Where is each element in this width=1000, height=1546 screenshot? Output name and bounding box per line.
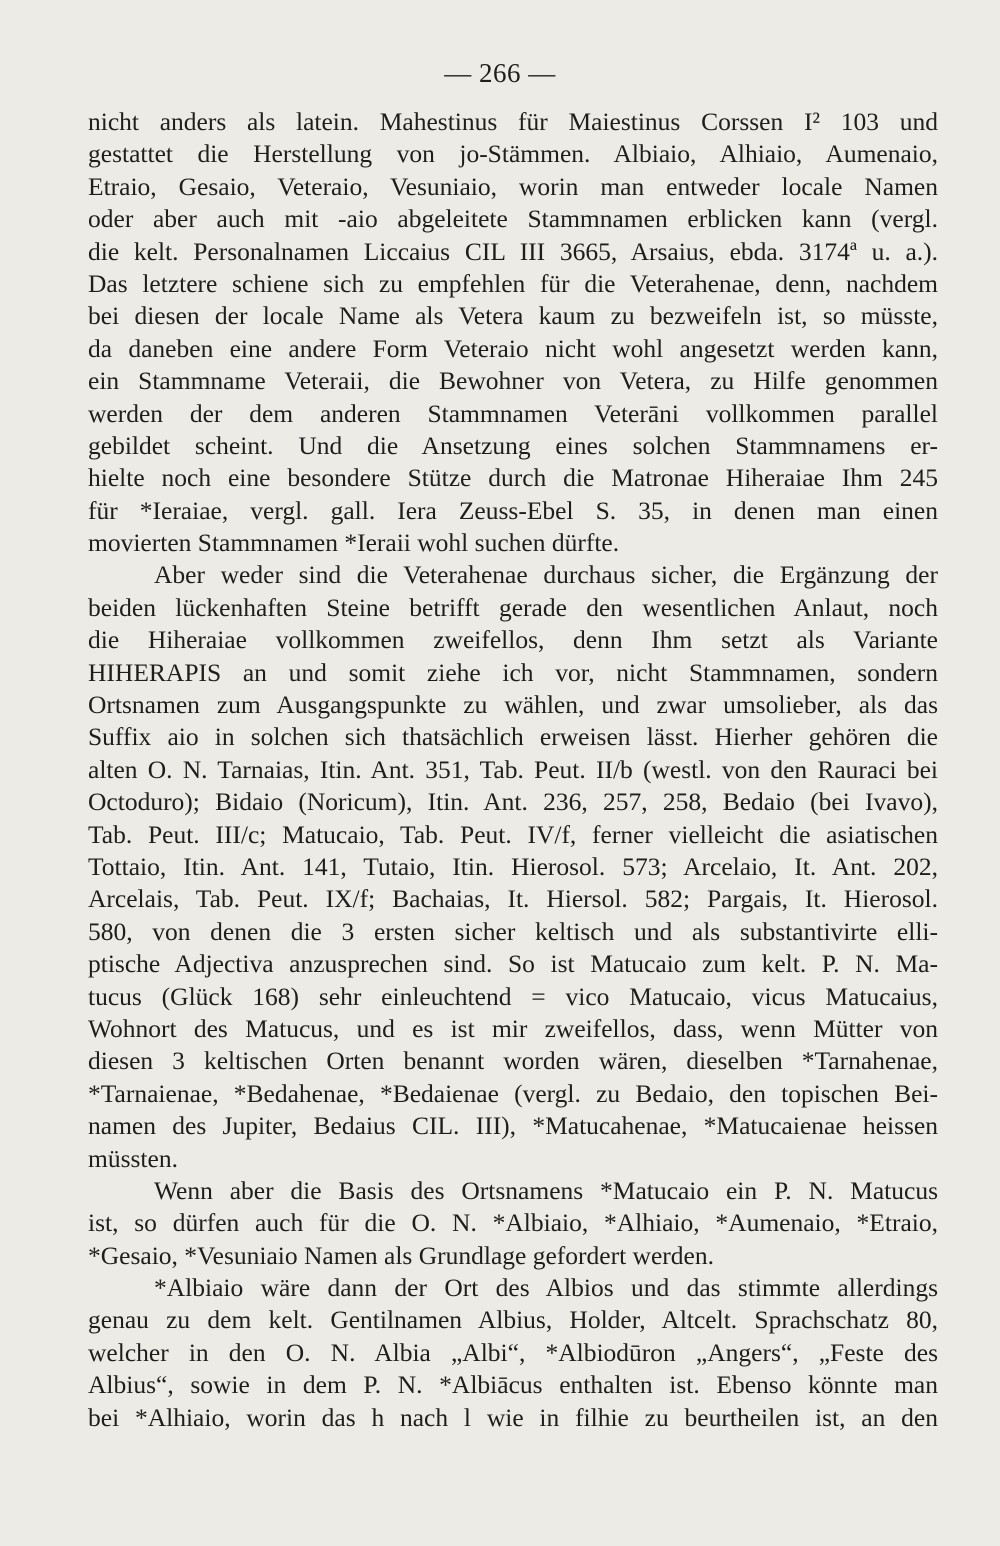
text-line: Aber weder sind die Veterahenae durchaus sicher, die Ergänzung der (154, 560, 938, 590)
text-line: genau zu dem kelt. Gentilnamen Albius, Holder, Altcelt. Sprachschatz 80, (88, 1305, 938, 1335)
text-line: ist, so dürfen auch für die O. N. *Albiaio, *Alhiaio, *Aumenaio, *Etraio, (88, 1208, 938, 1238)
text-line: Suffix aio in solchen sich thatsächlich erweisen lässt. Hierher gehören die (88, 722, 938, 752)
text-line: movierten Stammnamen *Ieraii wohl suchen dürfte. (88, 528, 620, 558)
text-line: Ortsnamen zum Ausgangspunkte zu wählen, und zwar umsolieber, als das (88, 690, 938, 720)
text-line: *Tarnaienae, *Bedahenae, *Bedaienae (vergl. zu Bedaio, den topischen Bei- (88, 1078, 938, 1108)
body-text (88, 106, 938, 1434)
text-line: namen des Jupiter, Bedaius CIL. III), *Matucahenae, *Matucaienae heissen (88, 1111, 938, 1141)
text-line: *Gesaio, *Vesuniaio Namen als Grundlage gefordert werden. (88, 1240, 714, 1270)
text-line: da daneben eine andere Form Veteraio nicht wohl angesetzt werden kann, (88, 333, 938, 363)
text-line: HIHERAPIS an und somit ziehe ich vor, nicht Stammnamen, sondern (88, 657, 938, 687)
text-line: Wenn aber die Basis des Ortsnamens *Matucaio ein P. N. Matucus (154, 1175, 938, 1205)
text-line: diesen 3 keltischen Orten benannt worden wären, dieselben *Tarnahenae, (88, 1046, 938, 1076)
text-line: Etraio, Gesaio, Veteraio, Vesuniaio, worin man entweder locale Namen (88, 171, 938, 201)
text-line: müssten. (88, 1143, 178, 1173)
text-line: Tab. Peut. III/c; Matucaio, Tab. Peut. IV/f, ferner vielleicht die asiatischen (88, 819, 938, 849)
text-line: ein Stammname Veteraii, die Bewohner von Vetera, zu Hilfe genommen (88, 366, 938, 396)
text-line: 580, von denen die 3 ersten sicher keltisch und als substantivirte elli- (88, 916, 938, 946)
text-line: oder aber auch mit -aio abgeleitete Stammnamen erblicken kann (vergl. (88, 204, 938, 234)
text-line: welcher in den O. N. Albia „Albi“, *Albiodūron „Angers“, „Feste des (88, 1337, 938, 1367)
text-line: Octoduro); Bidaio (Noricum), Itin. Ant. 236, 257, 258, Bedaio (bei Ivavo), (88, 787, 938, 817)
text-line: Tottaio, Itin. Ant. 141, Tutaio, Itin. Hierosol. 573; Arcelaio, It. Ant. 202, (88, 851, 938, 881)
text-line: die kelt. Personalnamen Liccaius CIL III 3665, Arsaius, ebda. 3174ª u. a.). (88, 236, 938, 266)
text-line: nicht anders als latein. Mahestinus für Maiestinus Corssen I² 103 und (88, 107, 938, 136)
text-line: bei diesen der locale Name als Vetera kaum zu bezweifeln ist, so müsste, (88, 301, 938, 331)
text-line: gebildet scheint. Und die Ansetzung eines solchen Stammnamens er- (88, 430, 938, 460)
text-line: tucus (Glück 168) sehr einleuchtend = vico Matucaio, vicus Matucaius, (88, 981, 938, 1011)
text-line: bei *Alhiaio, worin das h nach l wie in filhie zu beurtheilen ist, an den (88, 1402, 938, 1432)
text-line: beiden lückenhaften Steine betrifft gerade den wesentlichen Anlaut, noch (88, 592, 938, 622)
text-line: Das letztere schiene sich zu empfehlen für die Veterahenae, denn, nachdem (88, 268, 938, 298)
text-line: *Albiaio wäre dann der Ort des Albios und das stimmte allerdings (154, 1273, 938, 1303)
text-line: hielte noch eine besondere Stütze durch die Matronae Hiheraiae Ihm 245 (88, 463, 938, 493)
text-line: gestattet die Herstellung von jo-Stämmen. Albiaio, Alhiaio, Aumenaio, (88, 139, 938, 169)
text-line: für *Ieraiae, vergl. gall. Iera Zeuss-Ebel S. 35, in denen man einen (88, 495, 938, 525)
text-line: Wohnort des Matucus, und es ist mir zweifellos, dass, wenn Mütter von (88, 1013, 938, 1043)
page-number: — 266 — (444, 58, 556, 88)
text-line: werden der dem anderen Stammnamen Veterāni vollkommen parallel (88, 398, 938, 428)
text-line: alten O. N. Tarnaias, Itin. Ant. 351, Tab. Peut. II/b (westl. von den Rauraci bei (88, 754, 938, 784)
text-line: die Hiheraiae vollkommen zweifellos, denn Ihm setzt als Variante (88, 625, 938, 655)
text-line: Arcelais, Tab. Peut. IX/f; Bachaias, It. Hiersol. 582; Pargais, It. Hierosol. (88, 884, 938, 914)
text-line: ptische Adjectiva anzusprechen sind. So ist Matucaio zum kelt. P. N. Ma- (88, 949, 938, 979)
text-line: Albius“, sowie in dem P. N. *Albiācus enthalten ist. Ebenso könnte man (88, 1370, 938, 1400)
